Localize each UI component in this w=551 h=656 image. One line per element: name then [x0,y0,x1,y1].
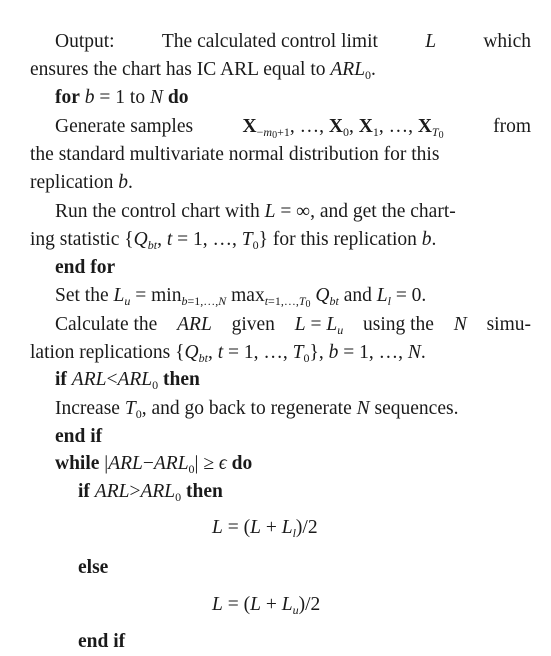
output-tail: which [483,31,531,52]
run-line: Run the control chart with L = ∞, and get the chart- [55,201,456,222]
arl0-symbol: $ARL_0$. [330,59,376,82]
inner-if-line: if $ARL>ARL_0$ then [78,481,223,504]
generate-line: Generate samples $X_{-m_0+1}$, …, $X_0$, $X_1$, …, $X_{T_0}$ from [55,113,531,141]
equation-upper-update: $L = (L + L_u)/2$ [212,594,321,617]
samples-expression: $X_{-m_0+1}$, …, $X_0$, $X_1$, …, $X_{T_0}$ [242,116,444,141]
while-line: while $|ARL-ARL_0| \ge \epsilon$ do [55,453,253,476]
equation-lower-update: $L = (L + L_l)/2$ [212,517,318,540]
for-keyword: for [55,87,80,108]
increase-line: Increase $T_0$, and go back to regenerate N sequences. [55,398,459,421]
output-line-2: ensures the chart has IC ARL equal to $ARL_0$. [30,59,376,82]
run-line-2: ing statistic {$Q_{bt}$, t = 1, …, $T_0$} for this replication b. [30,229,437,252]
do-keyword: do [167,87,189,108]
generate-line-3: replication b. [30,172,133,193]
else-keyword: else [78,557,109,578]
inner-end-if-keyword: end if [78,631,126,652]
calculate-line: Calculate the ARL given $L = L_u$ using the N simu- [55,314,531,337]
calculate-line-2: lation replications {$Q_{bt}$, t = 1, …, $T_0$}, b = 1, …, N. [30,342,426,365]
output-text: The calculated control limit [161,31,378,52]
end-if-keyword: end if [55,426,103,447]
limit-symbol: L [425,31,437,52]
output-line [55,28,531,56]
set-line: Set the $L_u = \min_{b=1,\dots,N} \max_{t=1,\dots,T_0} Q_{bt}$ and $L_l = 0$. [55,285,427,310]
generate-line-2: the standard multivariate normal distribution for this [30,144,440,165]
output-label: Output: [55,31,115,52]
end-for-keyword: end for [55,257,116,278]
if-line: if $ARL<ARL_0$ then [55,369,200,392]
for-line: for b = 1 to N do [55,87,189,108]
